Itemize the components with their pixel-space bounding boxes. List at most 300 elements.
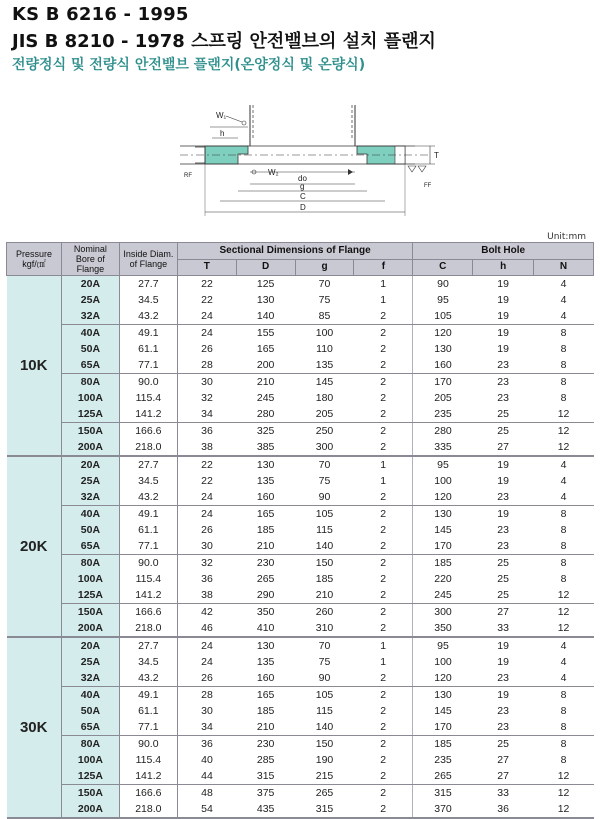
- table-cell: 141.2: [119, 768, 177, 785]
- table-cell: 23: [473, 538, 534, 555]
- header-inside-diam: Inside Diam. of Flange: [119, 243, 177, 276]
- title-ks: KS B 6216 - 1995: [12, 4, 189, 25]
- table-cell: 130: [256, 640, 275, 652]
- table-cell: 2: [354, 670, 413, 687]
- table-cell: 100: [413, 654, 473, 670]
- label-rf: RF: [184, 173, 192, 179]
- table-cell: 24: [177, 308, 236, 325]
- table-cell: 265: [413, 768, 473, 785]
- table-cell: 8: [560, 327, 567, 339]
- table-cell: 8: [534, 719, 594, 736]
- table-cell: 30: [201, 705, 213, 717]
- table-cell: 12: [534, 587, 594, 604]
- table-cell: 185: [413, 736, 473, 753]
- table-cell: 2: [380, 573, 387, 585]
- table-cell: 100: [413, 473, 473, 489]
- table-cell: 325: [256, 425, 275, 437]
- unit-label: Unit:mm: [547, 232, 586, 242]
- table-cell: 150A: [61, 785, 119, 802]
- table-cell: 24: [177, 489, 236, 506]
- table-cell: 2: [380, 557, 387, 569]
- table-cell: 49.1: [119, 687, 177, 704]
- table-cell: 105: [315, 508, 334, 520]
- table-cell: 100: [315, 327, 334, 339]
- table-cell: 2: [380, 327, 387, 339]
- table-row: [7, 736, 594, 753]
- table-cell: 115.4: [119, 571, 177, 587]
- table-cell: 65A: [61, 357, 119, 374]
- table-cell: 2: [354, 308, 413, 325]
- header-nominal-bore: Nominal Bore of Flange: [61, 243, 119, 276]
- table-cell: 8: [560, 508, 567, 520]
- table-cell: 27: [497, 754, 509, 766]
- table-cell: 1: [380, 656, 387, 668]
- table-cell: 1: [380, 278, 387, 290]
- table-cell: 120: [413, 489, 473, 506]
- table-cell: 100A: [61, 390, 119, 406]
- table-cell: 38: [177, 587, 236, 604]
- table-cell: 77.1: [119, 538, 177, 555]
- table-cell: 19: [473, 308, 534, 325]
- table-cell: 49.1: [119, 325, 177, 342]
- table-row: [7, 703, 594, 719]
- table-cell: 141.2: [119, 587, 177, 604]
- table-row: [7, 423, 594, 440]
- table-cell: 19: [497, 327, 509, 339]
- table-cell: 8: [560, 573, 567, 585]
- header-col-g: g: [295, 259, 354, 276]
- table-row: [7, 587, 594, 604]
- table-cell: 25A: [61, 473, 119, 489]
- table-cell: 100A: [61, 752, 119, 768]
- table-cell: 1: [380, 640, 387, 652]
- header-bolt-hole: Bolt Hole: [413, 243, 594, 260]
- table-cell: 125: [256, 278, 275, 290]
- table-cell: 23: [473, 719, 534, 736]
- header-col-c: C: [413, 259, 473, 276]
- table-cell: 120: [413, 670, 473, 687]
- table-cell: 2: [354, 719, 413, 736]
- table-cell: 23: [497, 376, 509, 388]
- table-cell: 2: [354, 538, 413, 555]
- table-cell: 150: [315, 738, 334, 750]
- table-cell: 145: [413, 522, 473, 538]
- table-cell: 2: [354, 768, 413, 785]
- table-row: [7, 538, 594, 555]
- table-row: [7, 571, 594, 587]
- label-w1: W₁: [216, 111, 227, 120]
- table-cell: 280: [236, 406, 295, 423]
- table-row: [7, 489, 594, 506]
- table-row: [7, 456, 594, 473]
- table-cell: 115.4: [119, 390, 177, 406]
- table-cell: 95: [413, 292, 473, 308]
- table-cell: 32A: [61, 489, 119, 506]
- table-cell: 19: [497, 640, 509, 652]
- table-cell: 90.0: [119, 374, 177, 391]
- table-row: [7, 439, 594, 456]
- table-cell: 27: [473, 439, 534, 456]
- table-cell: 235: [413, 752, 473, 768]
- table-cell: 50A: [61, 341, 119, 357]
- table-cell: 350: [256, 606, 275, 618]
- table-cell: 42: [201, 606, 213, 618]
- table-cell: 185: [256, 705, 275, 717]
- table-row: [7, 555, 594, 572]
- table-cell: 34.5: [119, 654, 177, 670]
- table-cell: 125A: [61, 768, 119, 785]
- table-cell: 435: [236, 801, 295, 818]
- table-cell: 310: [295, 620, 354, 637]
- table-cell: 12: [534, 768, 594, 785]
- table-cell: 8: [534, 538, 594, 555]
- table-cell: 40A: [61, 506, 119, 523]
- table-cell: 32: [201, 392, 213, 404]
- table-cell: 19: [497, 343, 509, 355]
- table-cell: 1: [380, 459, 387, 471]
- table-cell: 61.1: [119, 341, 177, 357]
- table-cell: 8: [560, 705, 567, 717]
- table-cell: 2: [354, 620, 413, 637]
- table-cell: 285: [256, 754, 275, 766]
- table-cell: 23: [497, 705, 509, 717]
- table-cell: 140: [236, 308, 295, 325]
- table-cell: 2: [354, 406, 413, 423]
- table-cell: 22: [201, 475, 213, 487]
- header-col-d: D: [236, 259, 295, 276]
- table-cell: 250: [315, 425, 334, 437]
- table-cell: 12: [557, 787, 570, 799]
- table-cell: 20A: [61, 276, 119, 293]
- table-cell: 2: [354, 587, 413, 604]
- table-cell: 230: [256, 557, 275, 569]
- table-cell: 210: [295, 587, 354, 604]
- table-row: [7, 473, 594, 489]
- table-cell: 43.2: [119, 489, 177, 506]
- table-cell: 36: [473, 801, 534, 818]
- table-cell: 61.1: [119, 703, 177, 719]
- pressure-class: 20K: [7, 456, 62, 637]
- table-cell: 165: [256, 343, 275, 355]
- table-cell: 25A: [61, 292, 119, 308]
- table-cell: 26: [177, 670, 236, 687]
- table-cell: 235: [413, 406, 473, 423]
- table-cell: 150A: [61, 604, 119, 621]
- table-cell: 165: [256, 508, 275, 520]
- table-cell: 75: [318, 656, 331, 668]
- table-row: [7, 292, 594, 308]
- table-cell: 95: [413, 456, 473, 473]
- table-cell: 2: [380, 376, 387, 388]
- flange-diagram: [150, 100, 460, 225]
- table-row: [7, 522, 594, 538]
- table-cell: 95: [413, 637, 473, 654]
- table-cell: 4: [560, 459, 567, 471]
- table-cell: 370: [413, 801, 473, 818]
- table-cell: 8: [560, 754, 567, 766]
- title-jis: JIS B 8210 - 1978 스프링 안전밸브의 설치 플랜지: [12, 31, 436, 52]
- table-cell: 265: [256, 573, 275, 585]
- table-cell: 23: [497, 392, 509, 404]
- table-cell: 105: [315, 689, 334, 701]
- table-cell: 170: [413, 538, 473, 555]
- table-cell: 27: [473, 768, 534, 785]
- table-cell: 77.1: [119, 719, 177, 736]
- table-cell: 23: [473, 489, 534, 506]
- table-cell: 25: [473, 406, 534, 423]
- table-cell: 145: [315, 376, 334, 388]
- table-cell: 4: [560, 294, 567, 306]
- table-cell: 145: [413, 703, 473, 719]
- table-row: [7, 670, 594, 687]
- table-cell: 4: [560, 278, 567, 290]
- table-cell: 8: [560, 376, 567, 388]
- table-cell: 48: [201, 787, 213, 799]
- table-cell: 30: [201, 376, 213, 388]
- table-cell: 220: [413, 571, 473, 587]
- table-cell: 185: [315, 573, 334, 585]
- table-cell: 2: [354, 357, 413, 374]
- table-cell: 170: [413, 719, 473, 736]
- table-cell: 23: [497, 524, 509, 536]
- table-cell: 12: [534, 801, 594, 818]
- table-cell: 115.4: [119, 752, 177, 768]
- table-row: [7, 654, 594, 670]
- table-cell: 180: [315, 392, 334, 404]
- table-cell: 75: [318, 294, 331, 306]
- table-cell: 410: [236, 620, 295, 637]
- table-cell: 215: [295, 768, 354, 785]
- label-w2: W₂: [268, 168, 279, 177]
- header-pressure: Pressure kgf/㎠: [7, 243, 62, 276]
- table-cell: 33: [497, 787, 509, 799]
- table-cell: 300: [413, 604, 473, 621]
- table-cell: 40: [201, 754, 213, 766]
- table-cell: 2: [380, 738, 387, 750]
- table-cell: 24: [201, 508, 213, 520]
- table-row: [7, 390, 594, 406]
- flange-spec-table: [6, 242, 594, 819]
- table-cell: 20A: [61, 456, 119, 473]
- table-cell: 115: [316, 524, 333, 536]
- table-cell: 300: [295, 439, 354, 456]
- table-cell: 19: [497, 294, 509, 306]
- table-cell: 200: [236, 357, 295, 374]
- table-cell: 23: [473, 670, 534, 687]
- table-cell: 150: [315, 557, 334, 569]
- table-cell: 34: [177, 406, 236, 423]
- table-cell: 20A: [61, 637, 119, 654]
- label-d: D: [300, 203, 306, 212]
- table-cell: 2: [380, 606, 387, 618]
- table-cell: 2: [354, 489, 413, 506]
- table-cell: 350: [413, 620, 473, 637]
- table-cell: 46: [177, 620, 236, 637]
- table-cell: 34.5: [119, 473, 177, 489]
- table-cell: 90: [295, 670, 354, 687]
- table-cell: 200A: [61, 439, 119, 456]
- table-cell: 32A: [61, 308, 119, 325]
- header-sectional-dimensions: Sectional Dimensions of Flange: [177, 243, 413, 260]
- table-cell: 8: [560, 392, 567, 404]
- table-cell: 28: [201, 689, 213, 701]
- table-cell: 34: [177, 719, 236, 736]
- table-cell: 2: [354, 439, 413, 456]
- table-cell: 315: [295, 801, 354, 818]
- table-cell: 130: [413, 687, 473, 704]
- table-cell: 135: [295, 357, 354, 374]
- table-cell: 36: [201, 573, 213, 585]
- table-cell: 2: [380, 689, 387, 701]
- table-cell: 218.0: [119, 620, 177, 637]
- table-cell: 2: [380, 343, 387, 355]
- table-cell: 12: [534, 439, 594, 456]
- header-col-h: h: [473, 259, 534, 276]
- table-cell: 2: [380, 508, 387, 520]
- table-cell: 25: [497, 573, 509, 585]
- label-c: C: [300, 192, 306, 201]
- table-cell: 125A: [61, 406, 119, 423]
- table-cell: 135: [256, 475, 275, 487]
- table-cell: 61.1: [119, 522, 177, 538]
- table-cell: 280: [413, 423, 473, 440]
- table-cell: 130: [413, 506, 473, 523]
- table-cell: 8: [560, 557, 567, 569]
- table-cell: 200A: [61, 801, 119, 818]
- table-cell: 12: [534, 620, 594, 637]
- label-ff: FF: [424, 183, 432, 189]
- table-cell: 25: [497, 425, 509, 437]
- table-row: [7, 801, 594, 818]
- table-cell: 27.7: [119, 637, 177, 654]
- table-cell: 130: [256, 294, 275, 306]
- table-cell: 43.2: [119, 670, 177, 687]
- table-cell: 22: [201, 278, 213, 290]
- table-cell: 90.0: [119, 555, 177, 572]
- table-cell: 32: [201, 557, 213, 569]
- table-row: [7, 620, 594, 637]
- table-cell: 2: [380, 392, 387, 404]
- table-cell: 100A: [61, 571, 119, 587]
- table-cell: 23: [473, 357, 534, 374]
- table-cell: 28: [177, 357, 236, 374]
- table-cell: 315: [413, 785, 473, 802]
- table-cell: 8: [560, 689, 567, 701]
- table-cell: 120: [413, 325, 473, 342]
- table-cell: 19: [497, 656, 509, 668]
- table-cell: 1: [380, 294, 387, 306]
- table-cell: 4: [560, 656, 567, 668]
- table-cell: 27.7: [119, 456, 177, 473]
- table-cell: 375: [256, 787, 275, 799]
- table-cell: 130: [256, 459, 275, 471]
- table-row: [7, 308, 594, 325]
- table-cell: 2: [354, 801, 413, 818]
- table-cell: 8: [560, 343, 567, 355]
- pressure-class: 30K: [7, 637, 62, 818]
- table-cell: 245: [256, 392, 275, 404]
- table-cell: 218.0: [119, 801, 177, 818]
- table-cell: 32A: [61, 670, 119, 687]
- table-cell: 25: [497, 738, 509, 750]
- pressure-class: 10K: [7, 276, 62, 457]
- table-cell: 141.2: [119, 406, 177, 423]
- table-cell: 65A: [61, 719, 119, 736]
- table-cell: 210: [236, 719, 295, 736]
- label-g: g: [300, 182, 305, 191]
- header-col-n: N: [534, 259, 594, 276]
- table-cell: 25A: [61, 654, 119, 670]
- table-row: [7, 768, 594, 785]
- table-cell: 24: [201, 640, 213, 652]
- table-row: [7, 719, 594, 736]
- table-cell: 26: [201, 524, 213, 536]
- header-col-t: T: [177, 259, 236, 276]
- table-row: [7, 276, 594, 293]
- table-cell: 75: [318, 475, 331, 487]
- table-cell: 335: [413, 439, 473, 456]
- table-cell: 4: [534, 489, 594, 506]
- table-cell: 25: [473, 587, 534, 604]
- table-cell: 150A: [61, 423, 119, 440]
- label-h: h: [220, 129, 225, 138]
- table-cell: 4: [534, 308, 594, 325]
- label-t: T: [434, 151, 439, 160]
- table-cell: 70: [318, 640, 331, 652]
- table-cell: 26: [201, 343, 213, 355]
- table-cell: 65A: [61, 538, 119, 555]
- table-cell: 12: [534, 406, 594, 423]
- table-cell: 210: [256, 376, 275, 388]
- table-cell: 90: [295, 489, 354, 506]
- table-cell: 160: [236, 670, 295, 687]
- table-cell: 125A: [61, 587, 119, 604]
- table-cell: 33: [473, 620, 534, 637]
- table-cell: 315: [236, 768, 295, 785]
- table-cell: 19: [497, 689, 509, 701]
- table-row: [7, 687, 594, 704]
- table-cell: 77.1: [119, 357, 177, 374]
- table-row: [7, 325, 594, 342]
- table-cell: 30: [177, 538, 236, 555]
- table-cell: 38: [177, 439, 236, 456]
- table-cell: 140: [295, 719, 354, 736]
- table-cell: 2: [380, 425, 387, 437]
- table-cell: 185: [256, 524, 275, 536]
- table-cell: 130: [413, 341, 473, 357]
- table-cell: 205: [295, 406, 354, 423]
- table-cell: 230: [256, 738, 275, 750]
- label-do: do: [298, 174, 307, 183]
- table-cell: 165: [256, 689, 275, 701]
- table-row: [7, 374, 594, 391]
- table-cell: 190: [315, 754, 334, 766]
- subtitle: 전량정식 및 전량식 안전밸브 플랜지(온양정식 및 온량식): [12, 57, 366, 73]
- table-cell: 19: [497, 475, 509, 487]
- table-cell: 22: [201, 459, 213, 471]
- table-cell: 34.5: [119, 292, 177, 308]
- table-cell: 12: [557, 425, 570, 437]
- table-cell: 2: [380, 705, 387, 717]
- table-row: [7, 341, 594, 357]
- table-cell: 80A: [61, 374, 119, 391]
- table-cell: 290: [236, 587, 295, 604]
- table-cell: 24: [201, 327, 213, 339]
- table-cell: 27: [497, 606, 509, 618]
- table-cell: 36: [201, 738, 213, 750]
- table-cell: 25: [497, 557, 509, 569]
- table-cell: 4: [560, 475, 567, 487]
